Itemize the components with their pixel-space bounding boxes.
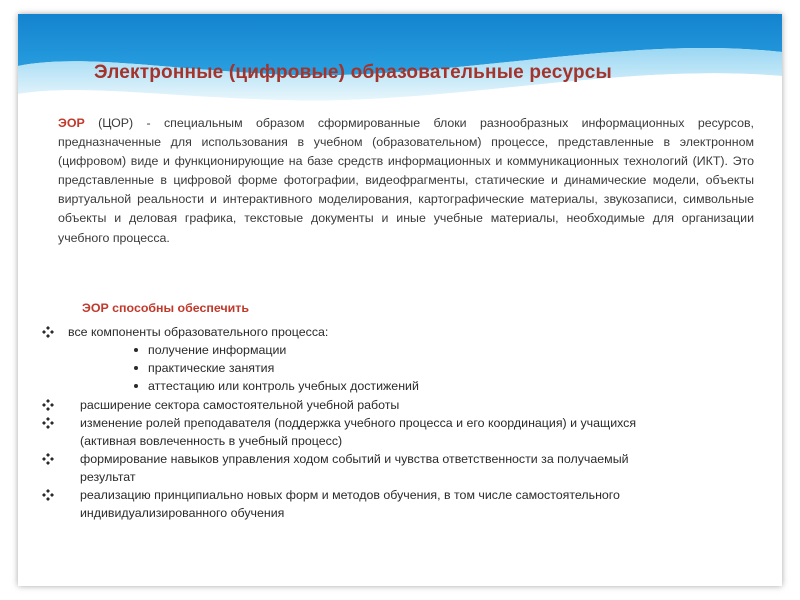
list-item-continuation: индивидуализированного обучения: [80, 506, 285, 520]
bullet-dot-icon: [134, 348, 138, 352]
slide: [18, 14, 782, 586]
list-item-continuation: (активная вовлеченность в учебный процесс): [80, 434, 343, 448]
sub-item: получение информации: [148, 343, 287, 357]
list-item: изменение ролей преподавателя (поддержка учебного процесса и его координация) и учащихся: [80, 416, 637, 430]
list-item-continuation: результат: [80, 470, 136, 484]
sub-item: аттестацию или контроль учебных достижений: [148, 379, 419, 393]
capabilities-heading: ЭОР способны обеспечить: [82, 301, 249, 315]
diamond-bullet-icon: [42, 453, 54, 465]
components-item: все компоненты образовательного процесса:: [68, 325, 329, 339]
bullet-dot-icon: [134, 366, 138, 370]
bullet-dot-icon: [134, 384, 138, 388]
diamond-bullet-icon: [42, 417, 54, 429]
diamond-bullet-icon: [42, 326, 54, 338]
diamond-bullet-icon: [42, 489, 54, 501]
sub-item: практические занятия: [148, 361, 275, 375]
definition-text: (ЦОР) - специальным образом сформированные блоки разнообразных информационных ресурсов, предназначенные для использования в учебном (образовательном) процессе, представленные в электронном (цифровом) виде и функционирующие на базе средств информационных и коммуникационных технологий (ИКТ). Это представленные в цифровой форме фотографии, видеофрагменты, статические и динамические модели, объекты виртуальной реальности и интерактивного моделирования, картографические материалы, звукозаписи, символьные объекты и деловая графика, текстовые документы и иные учебные материалы, необходимые для организации учебного процесса.: [58, 116, 754, 245]
slide-title: Электронные (цифровые) образовательные ресурсы: [94, 62, 612, 83]
definition-abbr: ЭОР: [58, 116, 85, 130]
list-item: реализацию принципиально новых форм и методов обучения, в том числе самостоятельного: [80, 488, 620, 502]
list-item: формирование навыков управления ходом событий и чувства ответственности за получаемый: [80, 452, 629, 466]
diamond-bullet-icon: [42, 399, 54, 411]
definition-paragraph: [58, 114, 754, 248]
list-item: расширение сектора самостоятельной учебной работы: [80, 398, 400, 412]
